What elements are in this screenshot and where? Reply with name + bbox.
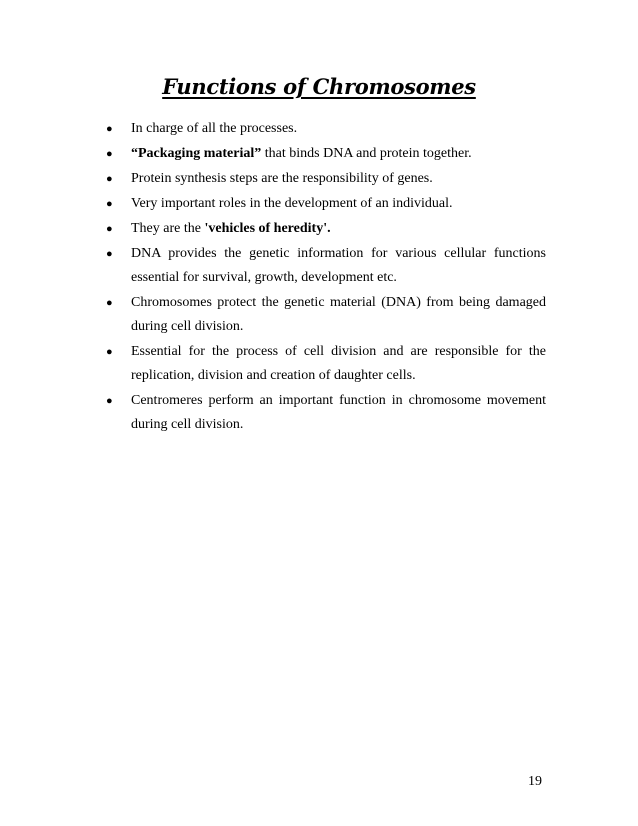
bullet-icon: ● [106,223,113,235]
list-item [106,389,546,437]
page-number: 19 [528,774,542,789]
bullet-icon: ● [106,297,113,309]
item-bold-text: “Packaging material” [131,146,262,161]
item-text: Chromosomes protect the genetic material (DNA) from being damaged during cell division. [131,295,546,334]
page-title: Functions of Chromosomes [162,74,476,99]
bullet-icon: ● [106,395,113,407]
item-text: that binds DNA and protein together. [261,146,472,161]
list-item [106,142,546,166]
item-text: They are the [131,221,205,236]
list-item [106,117,546,141]
bullet-icon: ● [106,346,113,358]
item-text: Essential for the process of cell division and are responsible for the replication, division and creation of daughter cells. [131,344,546,383]
list-item [106,217,546,241]
bullet-icon: ● [106,173,113,185]
item-bold-text: 'vehicles of heredity'. [204,221,331,236]
list-item [106,291,546,339]
bullet-icon: ● [106,123,113,135]
functions-list [106,117,546,438]
bullet-icon: ● [106,148,113,160]
list-item [106,340,546,388]
list-item [106,242,546,290]
list-item [106,192,546,216]
list-item [106,167,546,191]
item-text: Centromeres perform an important function in chromosome movement during cell division. [131,393,546,432]
item-text: Protein synthesis steps are the responsibility of genes. [131,171,433,186]
bullet-icon: ● [106,198,113,210]
item-text: Very important roles in the development of an individual. [131,196,453,211]
item-text: In charge of all the processes. [131,121,298,136]
item-text: DNA provides the genetic information for various cellular functions essential for survival, growth, development etc. [131,246,546,285]
bullet-icon: ● [106,248,113,260]
